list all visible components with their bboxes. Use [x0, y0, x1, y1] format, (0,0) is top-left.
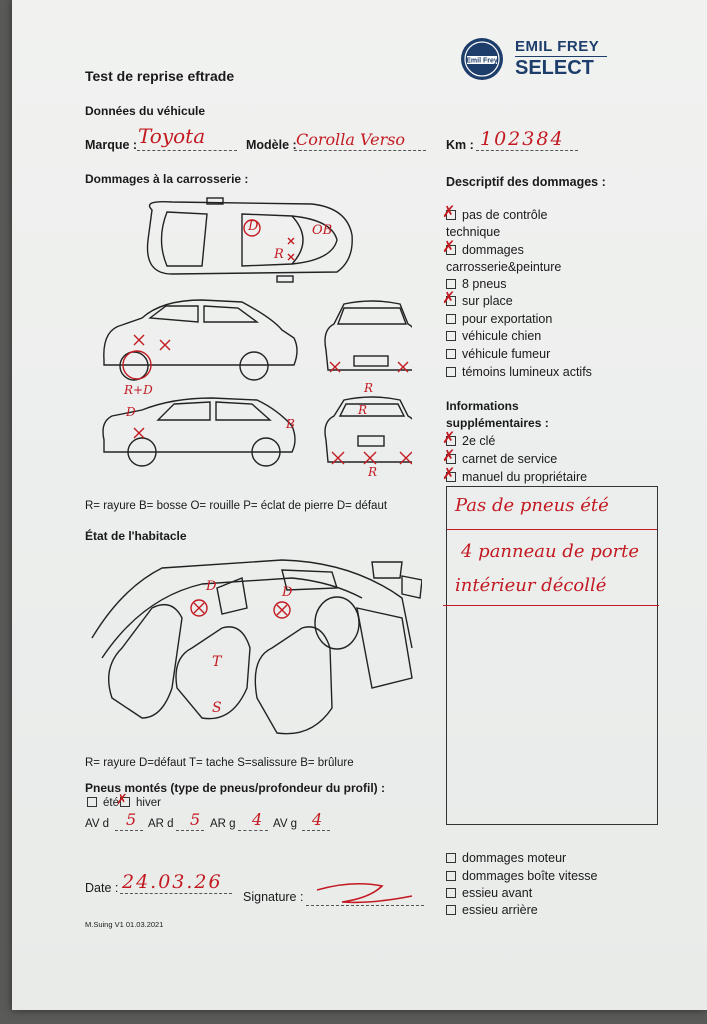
km-label: Km :: [446, 138, 474, 152]
body-damage-heading: Dommages à la carrosserie :: [85, 172, 249, 186]
check-service-book[interactable]: [446, 452, 557, 466]
car-rear-view: [325, 397, 412, 462]
note-line-1: Pas de pneus été: [455, 495, 609, 516]
body-damage-legend: R= rayure B= bosse O= rouille P= éclat de pierre D= défaut: [85, 500, 388, 512]
car-diagram: [82, 190, 412, 480]
check-label: dommages: [462, 243, 524, 257]
body-annotation: OB: [312, 223, 333, 238]
extra-info-heading-1: Informations: [446, 399, 519, 413]
km-value[interactable]: 102384: [480, 128, 565, 150]
check-label: véhicule chien: [462, 329, 542, 343]
check-label: dommages moteur: [462, 851, 567, 865]
body-annotation: D: [126, 405, 136, 419]
check-gearbox-damage[interactable]: [446, 869, 598, 883]
emblem-text: Emil Frey: [466, 57, 498, 65]
brand-label: Marque :: [85, 138, 138, 152]
footer-version: M.Suing V1 01.03.2021: [85, 920, 164, 929]
brand-bottom: SELECT: [515, 57, 594, 79]
date-value[interactable]: 24.03.26: [122, 871, 223, 893]
check-label: 8 pneus: [462, 277, 507, 291]
emil-frey-emblem-icon: [459, 36, 505, 82]
car-front-view: [325, 301, 412, 370]
interior-annotation: T: [212, 654, 222, 670]
form-sheet: Emil Frey EMIL FREY SELECT Test de reprise eftrade Données du véhicule Marque : Toyota Modèle : Corolla Verso Km : 102384 Dommages à la carrosserie : Descriptif des dommages : D OB R R+D R D B R R pas de contrôle ✗ technique dommages ✗ carrosserie&peinture 8 pneus sur place ✗ pour exportation véhicule chien véhicule fumeur témoins lumineux actifs Informations supplémentaires : 2e clé ✗ carnet de service ✗ manuel du propriétaire ✗ Pas de pneus été 4 panneau de porte intérieur décollé R= rayure B= bosse O= rouille P= éclat de pierre D= défaut État de l'habitacle D D T S R= rayure D=défaut T= tache S=salissure B= brûlure Pneus montés (type de pneus/profondeur du profil) : été hiver ✗ AV d 5 AR d 5 AR g 4 AV g 4 dommages moteur dommages boîte vitesse essieu avant essieu arrière Date : 24.03.26 Signature : M.Suing V1 01.03.2021: [12, 0, 707, 1010]
check-rear-axle[interactable]: [446, 903, 538, 917]
body-annotation: R+D: [124, 383, 153, 397]
check-label-cont: technique: [446, 225, 501, 239]
interior-heading: État de l'habitacle: [85, 529, 187, 543]
check-summer[interactable]: [87, 797, 119, 809]
interior-annotation: S: [212, 700, 222, 716]
check-label: dommages boîte vitesse: [462, 869, 598, 883]
av-d-value[interactable]: 5: [126, 810, 137, 829]
model-label: Modèle :: [246, 138, 297, 152]
extra-info-heading-2: supplémentaires :: [446, 416, 549, 430]
body-annotation: R: [368, 465, 378, 479]
interior-annotation: D: [282, 585, 293, 600]
ar-d-value[interactable]: 5: [190, 810, 201, 829]
av-d-label: AV d: [85, 818, 110, 830]
check-label: manuel du propriétaire: [462, 470, 588, 484]
check-warning-lights[interactable]: [446, 365, 592, 379]
check-label: sur place: [462, 294, 513, 308]
model-value[interactable]: Corolla Verso: [296, 130, 406, 149]
check-export[interactable]: [446, 312, 552, 326]
check-label-cont: carrosserie&peinture: [446, 260, 562, 274]
check-label: essieu avant: [462, 886, 533, 900]
tires-heading: Pneus montés (type de pneus/profondeur du profil) :: [85, 781, 386, 795]
body-annotation: D: [248, 219, 259, 234]
interior-diagram: [82, 548, 422, 748]
check-no-inspection[interactable]: [446, 208, 547, 222]
brand-top: EMIL FREY: [515, 38, 600, 55]
check-label: 2e clé: [462, 434, 496, 448]
page-title: Test de reprise eftrade: [85, 68, 235, 84]
vehicle-heading: Données du véhicule: [85, 104, 206, 118]
ar-d-label: AR d: [148, 818, 174, 830]
note-line-2: 4 panneau de porte: [461, 541, 640, 562]
check-label: carnet de service: [462, 452, 558, 466]
signature-label: Signature :: [243, 890, 304, 904]
date-label: Date :: [85, 881, 119, 895]
interior-legend: R= rayure D=défaut T= tache S=salissure B= brûlure: [85, 757, 354, 769]
check-label: véhicule fumeur: [462, 347, 551, 361]
body-annotation: B: [286, 417, 295, 431]
check-label: été: [103, 797, 119, 809]
damage-desc-heading: Descriptif des dommages :: [446, 175, 606, 189]
check-owner-manual[interactable]: [446, 470, 587, 484]
signature[interactable]: [312, 878, 422, 908]
check-label: pas de contrôle: [462, 208, 548, 222]
car-top-view: [148, 198, 353, 282]
av-g-label: AV g: [273, 818, 298, 830]
body-annotation: R: [364, 381, 374, 395]
check-engine-damage[interactable]: [446, 851, 566, 865]
body-annotation: R: [358, 403, 368, 417]
check-body-damage[interactable]: [446, 243, 524, 257]
notes-box[interactable]: [446, 486, 658, 825]
body-annotation: R: [274, 247, 284, 262]
check-label: hiver: [136, 797, 161, 809]
brand-value[interactable]: Toyota: [138, 124, 206, 148]
car-left-view: [104, 300, 297, 380]
note-line-3: intérieur décollé: [455, 575, 607, 596]
check-on-site[interactable]: [446, 294, 513, 308]
av-g-value[interactable]: 4: [312, 810, 323, 829]
check-front-axle[interactable]: [446, 886, 532, 900]
check-label: témoins lumineux actifs: [462, 365, 592, 379]
check-8-tires[interactable]: [446, 277, 506, 291]
check-dog-vehicle[interactable]: [446, 329, 541, 343]
check-label: essieu arrière: [462, 903, 538, 917]
interior-annotation: D: [206, 579, 217, 594]
ar-g-value[interactable]: 4: [252, 810, 263, 829]
ar-g-label: AR g: [210, 818, 236, 830]
check-label: pour exportation: [462, 312, 553, 326]
check-smoker-vehicle[interactable]: [446, 347, 550, 361]
logo: [459, 36, 609, 82]
